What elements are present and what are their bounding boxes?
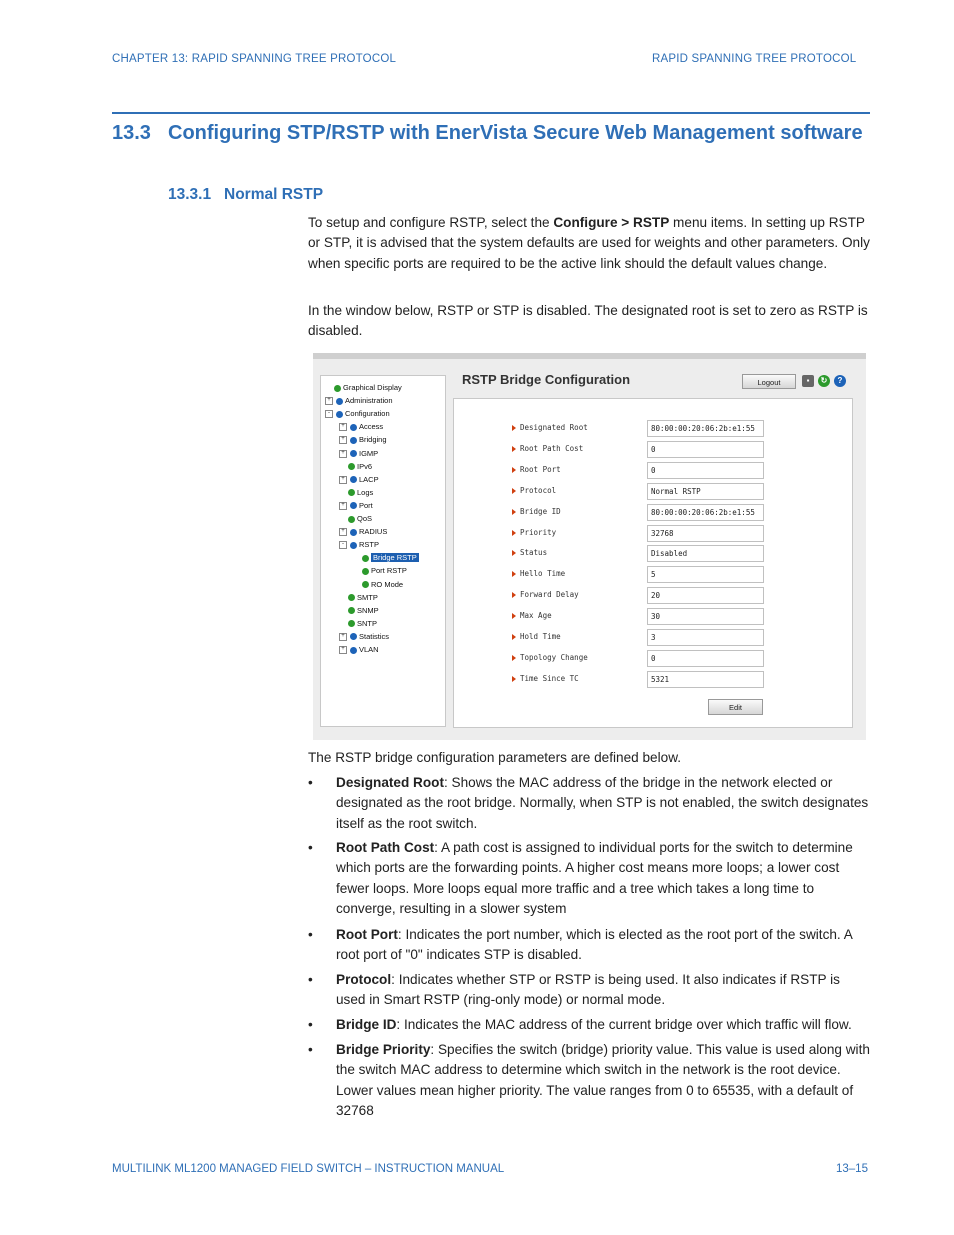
tree-item-label: Bridge RSTP [373, 553, 417, 563]
rstp-screenshot [313, 353, 866, 740]
parameter-term: Bridge ID [336, 1017, 397, 1032]
field-value[interactable]: 3 [647, 629, 764, 646]
navigation-tree [320, 375, 446, 727]
expand-icon[interactable]: + [339, 476, 347, 484]
arrow-icon [512, 550, 516, 556]
tree-item-label: Port RSTP [371, 566, 407, 576]
menu-path: Configure > RSTP [553, 215, 670, 230]
field-row [454, 504, 854, 524]
tree-item-label: LACP [359, 474, 379, 484]
tree-item[interactable] [339, 421, 383, 432]
bullet-icon: • [308, 927, 313, 942]
intro-paragraph-2: In the window below, RSTP or STP is disabled. The designated root is set to zero as RSTP is disabled. [308, 303, 868, 339]
node-icon [350, 424, 357, 431]
node-icon [348, 607, 355, 614]
node-icon [350, 542, 357, 549]
field-row [454, 566, 854, 586]
field-row [454, 545, 854, 565]
node-icon [362, 555, 369, 562]
section-number: 13.3 [112, 122, 151, 144]
tree-item-label: SNMP [357, 605, 379, 615]
arrow-icon [512, 613, 516, 619]
tree-item[interactable] [339, 605, 379, 616]
tree-item[interactable] [339, 461, 372, 472]
arrow-icon [512, 530, 516, 536]
arrow-icon [512, 467, 516, 473]
field-label: Topology Change [520, 652, 588, 662]
section-heading [112, 122, 863, 145]
field-row [454, 483, 854, 503]
node-icon [350, 529, 357, 536]
field-row [454, 462, 854, 482]
node-icon [348, 463, 355, 470]
node-icon [334, 385, 341, 392]
intro-text: To setup and configure RSTP, select the [308, 215, 554, 230]
node-icon [350, 647, 357, 654]
field-value[interactable]: 0 [647, 462, 764, 479]
field-label: Hold Time [520, 632, 561, 641]
config-panel [453, 398, 853, 728]
tree-item-label: Access [359, 422, 384, 432]
arrow-icon [512, 425, 516, 431]
tree-item-label: RSTP [359, 540, 380, 550]
section-rule [112, 112, 870, 114]
field-row [454, 629, 854, 649]
tree-item-label: Statistics [359, 631, 390, 641]
field-label: Root Path Cost [520, 443, 584, 453]
tree-item[interactable] [325, 382, 402, 393]
field-label: Root Port [520, 464, 561, 474]
tree-item[interactable] [325, 408, 390, 419]
subsection-title: Normal RSTP [224, 186, 324, 203]
node-icon [350, 450, 357, 457]
page-number: 13–15 [836, 1163, 868, 1175]
bullet-icon: • [308, 1042, 313, 1057]
parameter-description: : Specifies the switch (bridge) priority value. This value is used along with the switch MAC address to determine which switch in the network is the root device. Lower values mean higher priority. The value ranges from 0 to 65535, with a default of 32768 [336, 1042, 870, 1118]
tree-item-label: VLAN [359, 645, 379, 654]
tree-item[interactable] [353, 552, 419, 563]
subsection-number: 13.3.1 [168, 186, 212, 203]
arrow-icon [512, 571, 516, 577]
tree-item[interactable] [339, 513, 372, 524]
node-icon [348, 620, 355, 627]
field-label: Status [520, 548, 548, 558]
node-icon [350, 437, 357, 444]
arrow-icon [512, 446, 516, 452]
field-value[interactable]: Disabled [647, 545, 764, 562]
arrow-icon [512, 655, 516, 661]
tree-item-label: IGMP [359, 448, 379, 458]
expand-icon[interactable]: + [339, 450, 347, 458]
bullet-icon: • [308, 972, 313, 987]
field-row [454, 525, 854, 545]
edit-button[interactable]: Edit [708, 699, 763, 715]
parameter-term: Root Port [336, 927, 398, 942]
intro-text: menu items. In setting up RSTP or STP, it is advised that the system defaults are used for weights and other parameters. Only when specific ports are required to be the active link should the default values change. [308, 215, 870, 271]
field-value[interactable]: Normal RSTP [647, 483, 764, 500]
field-value[interactable]: 20 [647, 587, 764, 604]
field-value[interactable]: 80:00:00:20:06:2b:e1:55 [647, 504, 764, 521]
arrow-icon [512, 634, 516, 640]
field-label: Max Age [520, 611, 552, 621]
expand-icon[interactable]: + [325, 397, 333, 405]
tree-item[interactable] [339, 526, 387, 537]
node-icon [336, 398, 343, 405]
footer-left: MULTILINK ML1200 MANAGED FIELD SWITCH – INSTRUCTION MANUAL [112, 1163, 505, 1175]
field-value[interactable]: 0 [647, 650, 764, 667]
field-row [454, 420, 854, 440]
field-value[interactable]: 80:00:00:20:06:2b:e1:55 [647, 420, 764, 437]
node-icon [336, 411, 343, 418]
tree-item-label: QoS [357, 514, 373, 523]
field-label: Forward Delay [520, 590, 579, 600]
subsection-heading [168, 186, 323, 204]
node-icon [348, 594, 355, 601]
tree-item-label: RADIUS [359, 527, 388, 537]
field-value[interactable]: 5321 [647, 671, 764, 688]
parameter-term: Bridge Priority [336, 1042, 431, 1057]
tree-item-label: SNTP [357, 618, 378, 628]
bullet-icon: • [308, 775, 313, 790]
tree-item-label: RO Mode [371, 579, 404, 589]
expand-icon[interactable]: + [339, 423, 347, 431]
page-title: RSTP Bridge Configuration [462, 372, 631, 387]
parameter-description: : Indicates whether STP or RSTP is being used. It also indicates if RSTP is used in Smart RSTP (ring-only mode) or normal mode. [336, 972, 840, 1008]
defined-intro: The RSTP bridge configuration parameters are defined below. [308, 750, 682, 765]
field-label: Hello Time [520, 569, 566, 579]
collapse-icon[interactable]: - [339, 541, 347, 549]
tree-item-label: Administration [345, 396, 393, 406]
tree-item-label: Bridging [359, 435, 387, 445]
field-label: Designated Root [520, 423, 588, 432]
field-value[interactable]: 30 [647, 608, 764, 625]
tree-item[interactable] [339, 618, 377, 629]
tree-item[interactable] [339, 474, 379, 485]
refresh-icon[interactable]: ↻ [818, 375, 830, 387]
field-label: Bridge ID [520, 506, 561, 516]
parameter-term: Root Path Cost [336, 840, 435, 855]
expand-icon[interactable]: + [339, 436, 347, 444]
tree-item[interactable] [353, 579, 403, 590]
parameter-description: : Shows the MAC address of the bridge in the network elected or designated as the root bridge. Normally, when STP is not enabled, the switch designates itself as the root switch. [336, 775, 869, 831]
parameter-description: : A path cost is assigned to individual ports for the switch to determine which ports are the forwarding points. A higher cost means more loops; a lower cost fewer loops. More loops equal more traffic and a tree which takes a long time to converge, resulting in a slower system [336, 840, 853, 916]
parameter-term: Designated Root [336, 775, 444, 790]
intro-paragraph-1 [308, 213, 870, 274]
node-icon [362, 568, 369, 575]
field-row [454, 441, 854, 461]
tree-item-label: Logs [357, 487, 374, 497]
tree-item-label: Port [359, 500, 373, 510]
running-header-left: CHAPTER 13: RAPID SPANNING TREE PROTOCOL [112, 53, 397, 65]
save-icon[interactable]: ▪ [802, 375, 814, 387]
node-icon [348, 489, 355, 496]
field-value[interactable]: 0 [647, 441, 764, 458]
bullet-icon: • [308, 840, 313, 855]
tree-item-label: SMTP [357, 592, 378, 602]
expand-icon[interactable]: + [339, 633, 347, 641]
tree-item[interactable] [339, 631, 389, 642]
bullet-icon: • [308, 1017, 313, 1032]
expand-icon[interactable]: + [339, 528, 347, 536]
tree-item[interactable] [339, 500, 373, 511]
logout-button[interactable]: Logout [742, 374, 796, 389]
arrow-icon [512, 676, 516, 682]
tree-item[interactable] [339, 434, 387, 445]
node-icon [350, 633, 357, 640]
node-icon [350, 476, 357, 483]
tree-item[interactable] [339, 644, 379, 655]
arrow-icon [512, 592, 516, 598]
section-title: Configuring STP/RSTP with EnerVista Secure Web Management software [168, 122, 863, 144]
parameter-description: : Indicates the MAC address of the current bridge over which traffic will flow. [396, 1017, 852, 1032]
node-icon [362, 581, 369, 588]
expand-icon[interactable]: + [339, 646, 347, 654]
field-value[interactable]: 32768 [647, 525, 764, 542]
help-icon[interactable]: ? [834, 375, 846, 387]
field-row [454, 671, 854, 691]
node-icon [348, 516, 355, 523]
tree-item-label: Configuration [345, 409, 390, 419]
tree-item[interactable] [339, 592, 378, 603]
field-value[interactable]: 5 [647, 566, 764, 583]
running-header-right: RAPID SPANNING TREE PROTOCOL [652, 53, 857, 65]
expand-icon[interactable]: + [339, 502, 347, 510]
field-label: Protocol [520, 485, 557, 495]
field-label: Priority [520, 527, 557, 537]
parameter-term: Protocol [336, 972, 392, 987]
arrow-icon [512, 509, 516, 515]
tree-item[interactable] [339, 539, 379, 550]
field-row [454, 650, 854, 670]
tree-item[interactable] [325, 395, 393, 406]
parameter-description: : Indicates the port number, which is elected as the root port of the switch. A root port of "0" indicates STP is disabled. [336, 927, 853, 963]
tree-item-label: Graphical Display [343, 383, 402, 392]
tree-item[interactable] [339, 448, 378, 459]
field-label: Time Since TC [520, 673, 579, 683]
collapse-icon[interactable]: - [325, 410, 333, 418]
tree-item[interactable] [353, 565, 407, 576]
field-row [454, 608, 854, 628]
node-icon [350, 502, 357, 509]
tree-item[interactable] [339, 487, 373, 498]
tree-item-label: IPv6 [357, 461, 373, 471]
field-row [454, 587, 854, 607]
arrow-icon [512, 488, 516, 494]
